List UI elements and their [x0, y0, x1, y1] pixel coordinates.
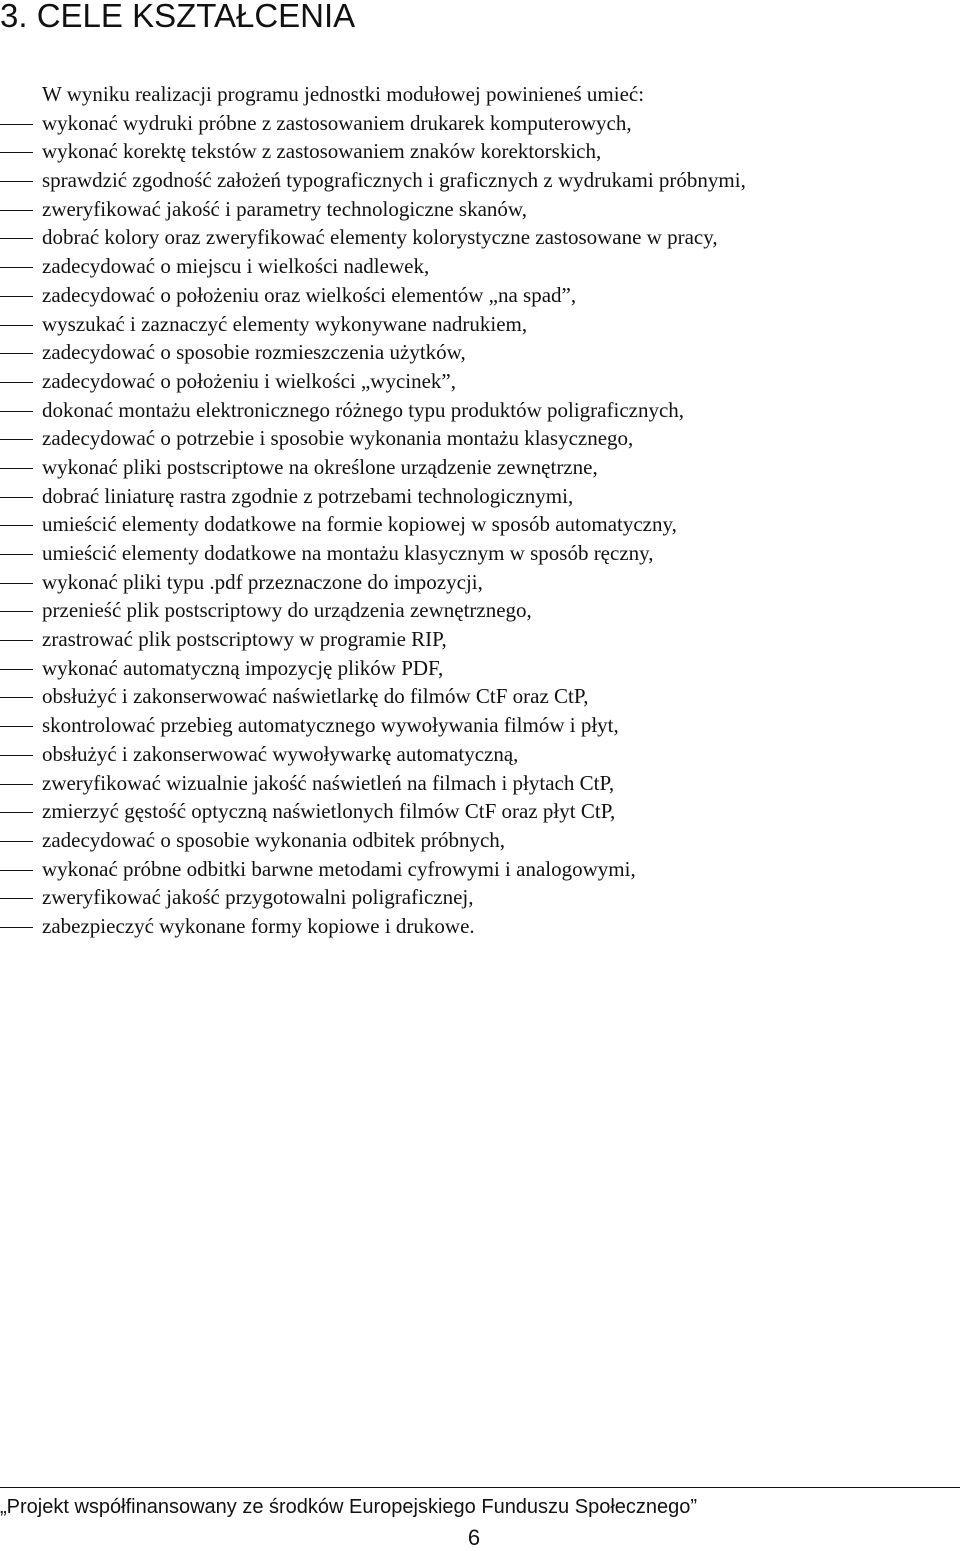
list-item — [0, 826, 960, 855]
list-item — [0, 109, 960, 138]
list-item — [0, 740, 960, 769]
intro-text: W wyniku realizacji programu jednostki modułowej powinieneś umieć: — [42, 82, 645, 106]
list-item — [0, 310, 960, 339]
dash-bullet-icon — [0, 210, 33, 211]
dash-bullet-icon — [0, 697, 33, 698]
list-item-text: wyszukać i zaznaczyć elementy wykonywane nadrukiem, — [42, 311, 528, 336]
dash-bullet-icon — [0, 841, 33, 842]
list-item — [0, 367, 960, 396]
list-item-text: zadecydować o sposobie rozmieszczenia użytków, — [42, 340, 466, 365]
dash-bullet-icon — [0, 468, 33, 469]
page-number: 6 — [467, 1525, 481, 1550]
dash-bullet-icon — [0, 325, 33, 326]
list-item — [0, 396, 960, 425]
dash-bullet-icon — [0, 669, 33, 670]
list-item — [0, 482, 960, 511]
list-item-text: wykonać pliki postscriptowe na określone urządzenie zewnętrzne, — [42, 454, 598, 479]
list-item — [0, 137, 960, 166]
list-item-text: wykonać wydruki próbne z zastosowaniem drukarek komputerowych, — [42, 110, 632, 135]
list-item-text: zadecydować o położeniu oraz wielkości elementów „na spad”, — [42, 282, 577, 307]
list-item-text: dobrać kolory oraz zweryfikować elementy kolorystyczne zastosowane w pracy, — [42, 225, 718, 250]
section-heading: 3. CELE KSZTAŁCENIA — [0, 0, 356, 34]
list-item — [0, 596, 960, 625]
dash-bullet-icon — [0, 382, 33, 383]
dash-bullet-icon — [0, 611, 33, 612]
list-item-text: zweryfikować jakość przygotowalni poligraficznej, — [42, 885, 474, 910]
list-item — [0, 912, 960, 941]
list-item — [0, 166, 960, 195]
dash-bullet-icon — [0, 927, 33, 928]
dash-bullet-icon — [0, 238, 33, 239]
list-item — [0, 682, 960, 711]
list-item-text: umieścić elementy dodatkowe na formie kopiowej w sposób automatyczny, — [42, 512, 677, 537]
dash-bullet-icon — [0, 497, 33, 498]
dash-bullet-icon — [0, 898, 33, 899]
dash-bullet-icon — [0, 353, 33, 354]
list-item-text: sprawdzić zgodność założeń typograficznych i graficznych z wydrukami próbnymi, — [42, 168, 746, 193]
list-item — [0, 568, 960, 597]
dash-bullet-icon — [0, 296, 33, 297]
dash-bullet-icon — [0, 152, 33, 153]
list-item-text: zadecydować o sposobie wykonania odbitek próbnych, — [42, 827, 506, 852]
dash-bullet-icon — [0, 870, 33, 871]
dash-bullet-icon — [0, 640, 33, 641]
list-item — [0, 453, 960, 482]
list-item-text: umieścić elementy dodatkowe na montażu klasycznym w sposób ręczny, — [42, 541, 654, 565]
list-item-text: wykonać korektę tekstów z zastosowaniem znaków korektorskich, — [42, 139, 602, 164]
list-item-text: skontrolować przebieg automatycznego wywoływania filmów i płyt, — [42, 713, 619, 738]
list-item — [0, 510, 960, 539]
dash-bullet-icon — [0, 439, 33, 440]
dash-bullet-icon — [0, 124, 33, 125]
list-item-text: wykonać pliki typu .pdf przeznaczone do impozycji, — [42, 569, 483, 594]
dash-bullet-icon — [0, 812, 33, 813]
list-item — [0, 281, 960, 310]
footer-project-note: „Projekt współfinansowany ze środków Europejskiego Funduszu Społecznego” — [0, 1496, 698, 1518]
list-item-text: wykonać próbne odbitki barwne metodami cyfrowymi i analogowymi, — [42, 856, 636, 881]
list-item — [0, 797, 960, 826]
list-item-text: obsłużyć i zakonserwować wywoływarkę automatyczną, — [42, 741, 519, 766]
list-item — [0, 654, 960, 683]
list-item — [0, 195, 960, 224]
list-item-text: obsłużyć i zakonserwować naświetlarkę do filmów CtF oraz CtP, — [42, 684, 589, 709]
list-item-text: dobrać liniaturę rastra zgodnie z potrzebami technologicznymi, — [42, 483, 574, 508]
list-item-text: zmierzyć gęstość optyczną naświetlonych filmów CtF oraz płyt CtP, — [42, 799, 616, 824]
list-item — [0, 855, 960, 884]
list-item-text: zadecydować o miejscu i wielkości nadlewek, — [42, 254, 430, 279]
list-item — [0, 223, 960, 252]
dash-bullet-icon — [0, 181, 33, 182]
list-item-text: przenieść plik postscriptowy do urządzenia zewnętrznego, — [42, 598, 532, 623]
list-item — [0, 769, 960, 798]
dash-bullet-icon — [0, 784, 33, 785]
dash-bullet-icon — [0, 755, 33, 756]
list-item — [0, 625, 960, 654]
list-item-text: zweryfikować jakość i parametry technologiczne skanów, — [42, 196, 527, 221]
dash-bullet-icon — [0, 411, 33, 412]
list-item-text: wykonać automatyczną impozycję plików PDF, — [42, 655, 444, 680]
list-item-text: dokonać montażu elektronicznego różnego typu produktów poligraficznych, — [42, 397, 685, 422]
list-item-text: zabezpieczyć wykonane formy kopiowe i drukowe. — [42, 913, 475, 938]
dash-bullet-icon — [0, 726, 33, 727]
list-item-text: zrastrować plik postscriptowy w programie RIP, — [42, 627, 447, 652]
list-item — [0, 883, 960, 912]
dash-bullet-icon — [0, 267, 33, 268]
list-item-text: zweryfikować wizualnie jakość naświetleń na filmach i płytach CtP, — [42, 770, 615, 795]
footer-divider — [0, 1487, 960, 1488]
list-item — [0, 252, 960, 281]
list-item — [0, 338, 960, 367]
list-item-text: zadecydować o położeniu i wielkości „wycinek”, — [42, 368, 457, 393]
list-item — [0, 424, 960, 453]
objectives-list — [0, 109, 960, 941]
list-item — [0, 711, 960, 740]
list-item-text: zadecydować o potrzebie i sposobie wykonania montażu klasycznego, — [42, 426, 634, 451]
dash-bullet-icon — [0, 583, 33, 584]
dash-bullet-icon — [0, 525, 33, 526]
list-item — [0, 539, 960, 568]
dash-bullet-icon — [0, 554, 33, 555]
